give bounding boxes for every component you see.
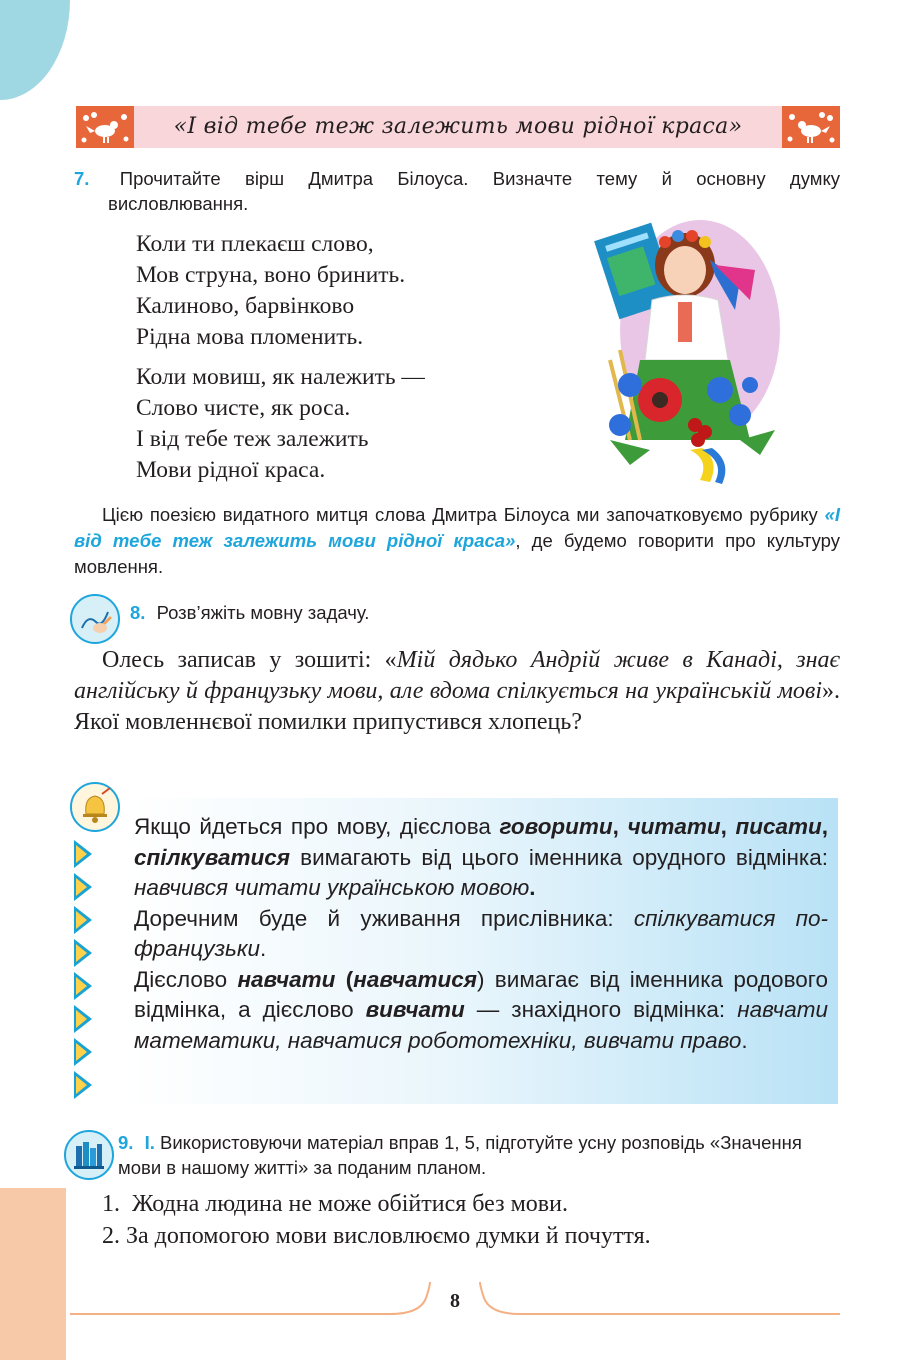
corner-decoration-top [0,0,70,100]
rule-text [134,812,828,1056]
poem-line: Слово чисте, як роса. [136,395,351,421]
poem-line: Мови рідної краса. [136,457,326,483]
bell-icon [70,782,120,832]
page-number: 8 [450,1290,460,1312]
arrow-marker-icon [74,1005,92,1033]
task-number: 7. [74,168,90,189]
plan-item: 1. Жодна людина не може обійтися без мови. [102,1191,568,1217]
intro-text: Цією поезією видатного митця слова Дмитра Білоуса ми започатковуємо [102,504,743,525]
arrow-marker-icon [74,1071,92,1099]
task-7-text-cont: висловлювання. [108,193,249,214]
poem [136,229,556,486]
poem-line: Коли ти плекаєш слово, [136,231,374,257]
rule-example: спілкуватися по-французьки [134,905,828,961]
rubric-banner-title: «І від тебе теж залежить мови рідної краса» [173,114,743,139]
task-number: 8. [130,602,146,623]
arrow-marker-icon [74,906,92,934]
task-9-part: І. [144,1132,155,1153]
poem-line: Коли мовиш, як належить — [136,364,425,390]
rule-term: навчати [237,966,336,992]
arrow-marker-icon [74,939,92,967]
books-icon [64,1130,114,1180]
plan-item: 2. За допомогою мови висловлюємо думки й почуття. [102,1223,651,1249]
rule-example: навчати математики, навчатися робототехніки, вивчати право [134,997,828,1053]
rule-term: читати [627,814,721,839]
rule-term: навчатися [353,966,477,992]
rule-example: навчився читати українською мовою [134,875,530,900]
intro-paragraph [74,502,840,580]
task-7 [74,166,840,216]
intro-text: , де будемо говорити про культуру мовлення. [74,530,840,577]
rule-term: спілкуватися [134,844,291,870]
problem-text: ». Якої мовленнєвої помилки припустився хлопець? [74,678,840,735]
problem-paragraph [74,645,840,738]
poem-line: Мов струна, воно бринить. [136,262,406,288]
bird-ornament-icon [782,106,840,148]
task-8 [130,600,830,625]
task-9-text: Використовуючи матеріал вправ 1, 5, підготуйте усну розповідь «Значення мови в нашому житті» за поданим планом. [118,1132,802,1178]
poem-line: І від тебе теж залежить [136,426,369,452]
girl-illustration [590,210,790,490]
plan-list [102,1188,842,1252]
rule-paragraph-3: Дієслово навчати (навчатися) вимагає від іменника родового відмінка, а дієслово вивчати — знахідного відмінка: навчати математики, навчатися робототехніки, вивчати право. [134,966,829,1053]
task-8-text: Розв’яжіть мовну задачу. [156,602,370,623]
task-number: 9. [118,1132,134,1153]
problem-quote: Мій дядько Андрій живе в Канаді, знає англійську й французьку мови, але вдома спілкується на українській мові [74,647,841,704]
rubric-name: «І від тебе теж залежить мови рідної краса» [74,504,841,551]
task-7-text: Прочитайте вірш Дмитра Білоуса. Визначте тему й основну думку [119,168,841,189]
poem-line: Рідна мова пломенить. [136,324,364,350]
arrow-marker-icon [74,873,92,901]
rule-term: писати [735,814,822,839]
corner-decoration-bottom [0,1188,66,1360]
task-9 [118,1130,840,1180]
rule-term: вивчати [365,997,465,1022]
arrow-marker-column [72,840,96,1104]
problem-text: Олесь записав у зошиті: « [102,647,397,673]
bird-ornament-icon [76,106,134,148]
arrow-marker-icon [74,972,92,1000]
arrow-marker-icon [74,840,92,868]
poem-line: Калиново, барвінково [136,293,355,319]
rule-term: говорити [499,814,613,839]
pen-hand-icon [70,594,120,644]
rule-paragraph-1: Якщо йдеться про мову, дієслова говорити, читати, писати, спілкуватися вимагають від цього іменника орудного відмінка: навчився читати українською мовою. [134,814,828,900]
arrow-marker-icon [74,1038,92,1066]
intro-text: рубрику [749,504,825,525]
rule-paragraph-2: Доречним буде й уживання прислівника: спілкуватися по-французьки. [134,905,828,961]
rubric-banner [76,106,840,148]
